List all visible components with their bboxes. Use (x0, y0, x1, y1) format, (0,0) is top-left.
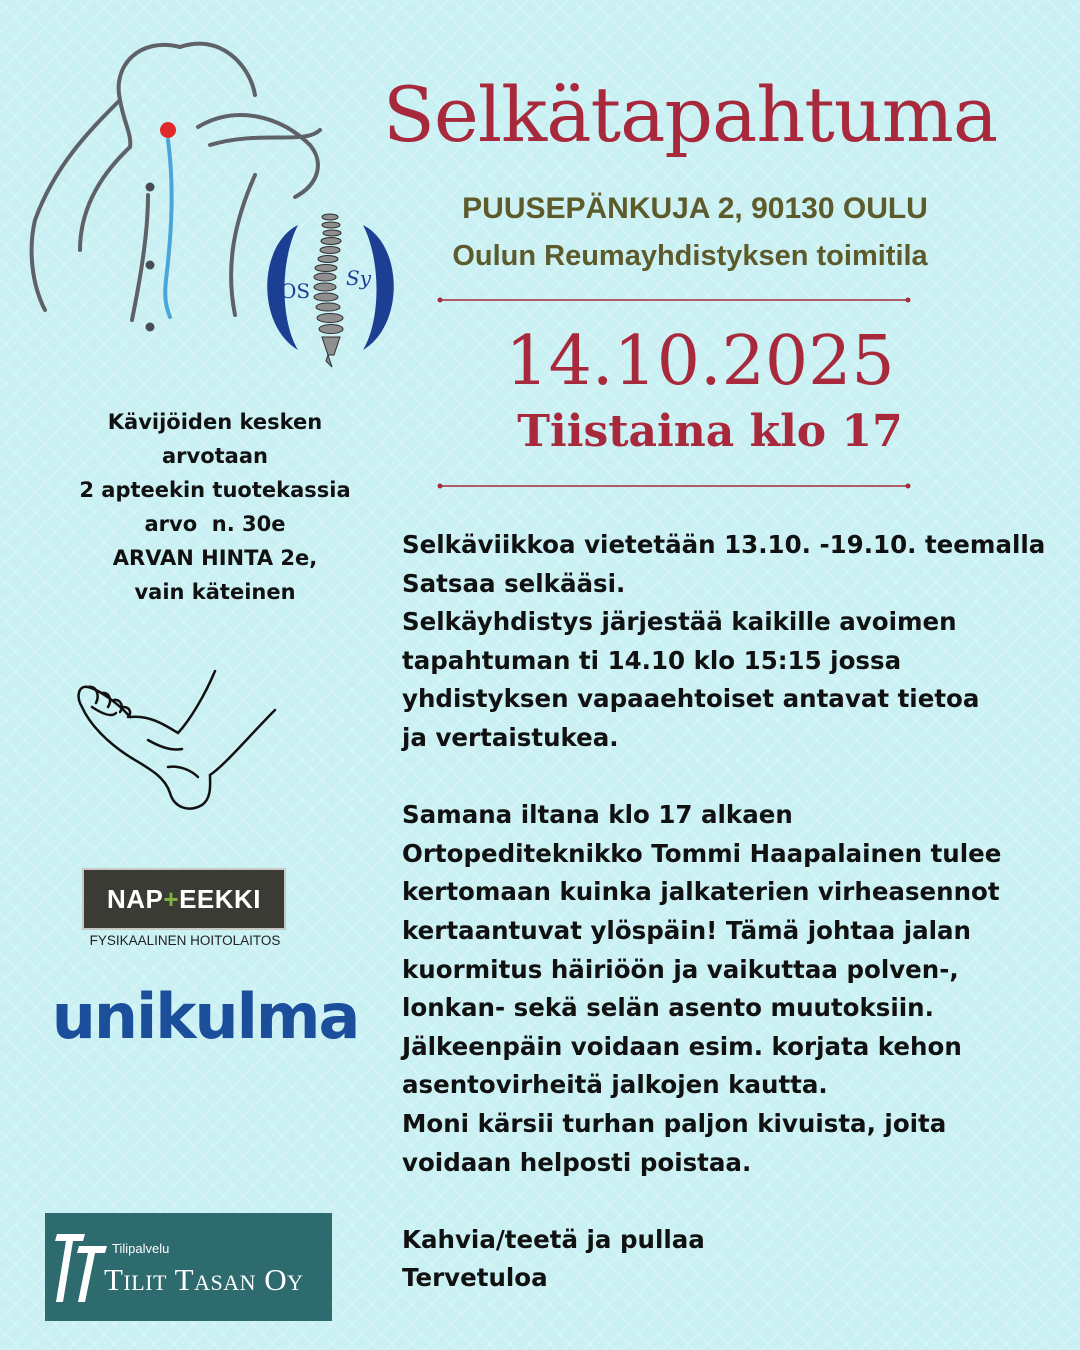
description-line: Jälkeenpäin voidaan esim. korjata kehon (402, 1031, 962, 1061)
napteekki-plus-icon: + (163, 883, 180, 914)
description-line: voidaan helposti poistaa. (402, 1147, 752, 1177)
description-line: ja vertaistukea. (402, 722, 619, 752)
napteekki-logo (82, 868, 286, 930)
event-venue: Oulun Reumayhdistyksen toimitila (452, 240, 928, 272)
divider-top (436, 294, 912, 306)
description-line: kertaantuvat ylöspäin! Tämä johtaa jalan (402, 915, 972, 945)
foot-illustration (70, 665, 285, 820)
logo-text-os: OS (280, 279, 311, 303)
tilit-company-name: Tilit Tasan Oy (104, 1262, 304, 1297)
spine-association-logo (258, 205, 403, 370)
description-line: Moni kärsii turhan paljon kivuista, joita (402, 1108, 947, 1138)
unikulma-logo: unikulma (51, 980, 359, 1053)
description-spacer (402, 758, 1062, 797)
raffle-info (40, 405, 390, 609)
raffle-line: vain käteinen (134, 580, 296, 604)
description-line: Samana iltana klo 17 alkaen (402, 800, 793, 830)
description-line: Kahvia/teetä ja pullaa (402, 1224, 705, 1254)
description-line: kertomaan kuinka jalkaterien virheasennot (402, 877, 1000, 907)
description-line: lonkan- sekä selän asento muutoksiin. (402, 993, 934, 1023)
raffle-line: 2 apteekin tuotekassia (79, 478, 351, 502)
event-title: Selkätapahtuma (382, 70, 998, 159)
description-line: Satsaa selkääsi. (402, 568, 626, 598)
event-address: PUUSEPÄNKUJA 2, 90130 OULU (462, 192, 928, 225)
tilit-tt-icon (55, 1232, 107, 1304)
event-weekday-time: Tiistaina klo 17 (517, 406, 903, 457)
logo-text-sy: Sy (346, 266, 371, 290)
description-line: Selkäviikkoa vietetään 13.10. -19.10. teemalla (402, 530, 1046, 559)
raffle-line: ARVAN HINTA 2e, (112, 546, 318, 570)
tilit-service-label: Tilipalvelu (112, 1241, 170, 1256)
event-date: 14.10.2025 (505, 322, 895, 401)
divider-bottom (436, 480, 912, 492)
napteekki-text-right: EEKKI (179, 883, 262, 914)
raffle-line: arvo n. 30e (144, 512, 286, 536)
description-line: yhdistyksen vapaaehtoiset antavat tietoa (402, 684, 980, 714)
event-description (402, 526, 1062, 1298)
description-line: tapahtuman ti 14.10 klo 15:15 jossa (402, 645, 902, 675)
description-line: Selkäyhdistys järjestää kaikille avoimen (402, 607, 957, 637)
description-line: Tervetuloa (402, 1263, 548, 1293)
napteekki-subtitle: FYSIKAALINEN HOITOLAITOS (89, 933, 281, 948)
description-line: Ortopediteknikko Tommi Haapalainen tulee (402, 838, 1002, 868)
description-line: asentovirheitä jalkojen kautta. (402, 1070, 828, 1100)
description-spacer (402, 1182, 1062, 1221)
description-line: kuormitus häiriöön ja vaikuttaa polven-, (402, 954, 959, 984)
raffle-line: arvotaan (162, 444, 268, 468)
raffle-line: Kävijöiden kesken (107, 410, 323, 434)
napteekki-text-left: NAP (106, 883, 164, 914)
